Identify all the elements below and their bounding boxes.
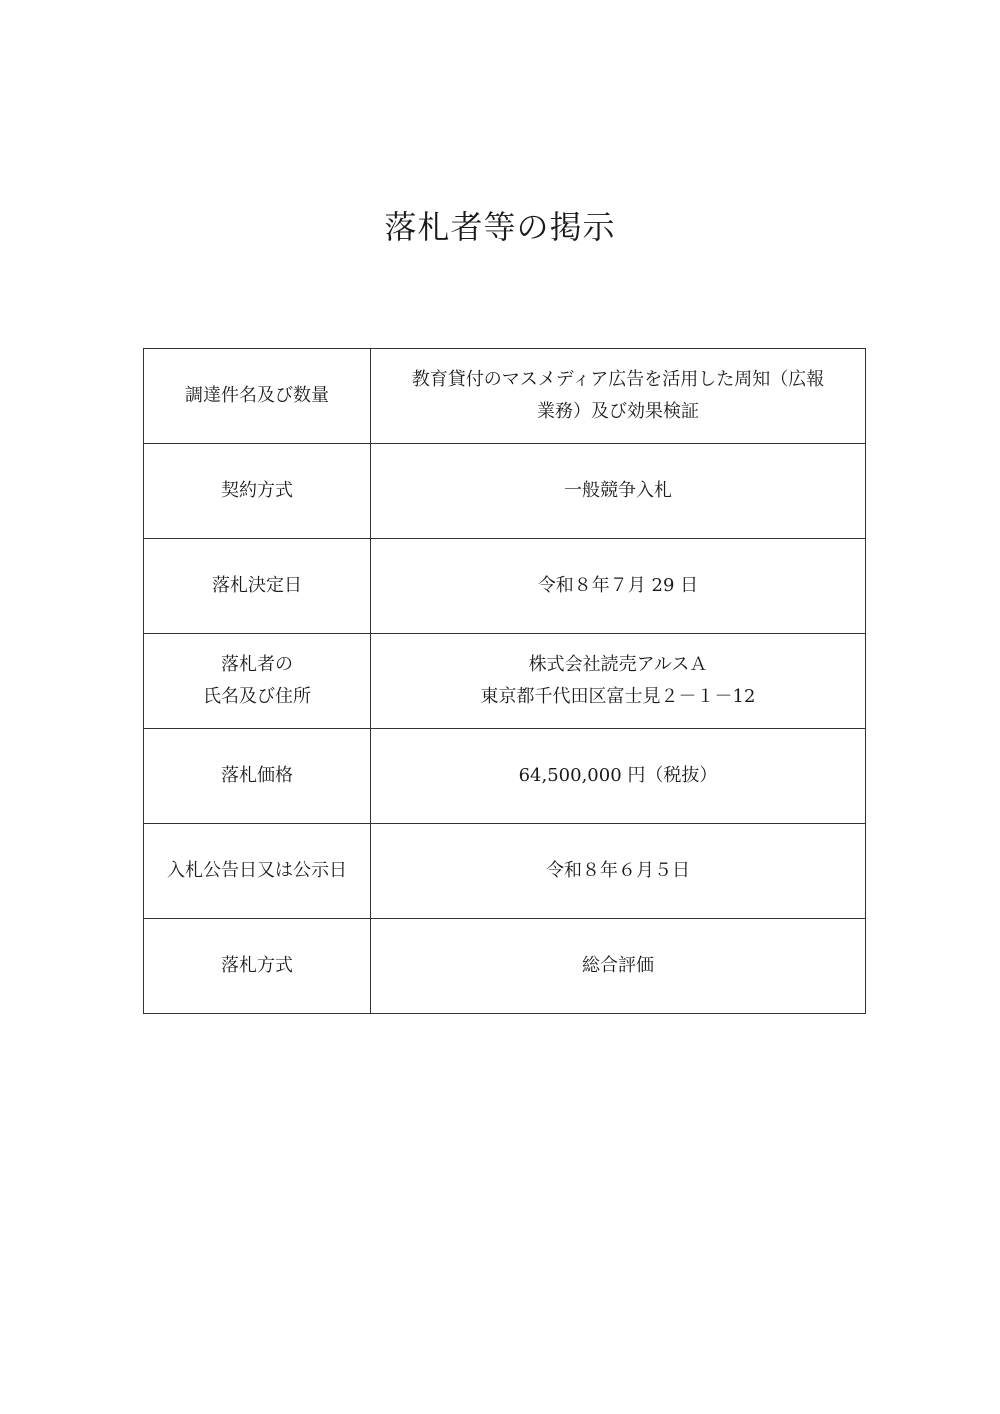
row-label	[144, 539, 371, 634]
row-label-line: 契約方式	[221, 480, 293, 501]
row-value	[371, 919, 866, 1014]
row-value-line: 東京都千代田区富士見２－１－12	[480, 686, 756, 707]
table-row-procurement-item	[144, 349, 866, 444]
table-row-award-date	[144, 539, 866, 634]
row-label-line: 落札者の	[221, 654, 293, 675]
row-value-line: 業務）及び効果検証	[537, 401, 699, 422]
row-value-line: 一般競争入札	[564, 480, 672, 501]
row-value	[371, 634, 866, 729]
table-row-award-method	[144, 919, 866, 1014]
row-label	[144, 919, 371, 1014]
row-label	[144, 634, 371, 729]
notice-table	[143, 348, 866, 1014]
row-label-line: 落札決定日	[212, 575, 302, 596]
row-label-line: 調達件名及び数量	[185, 385, 329, 406]
table-row-winner	[144, 634, 866, 729]
row-value-line: 総合評価	[582, 955, 654, 976]
row-value-line: 令和８年７月 29 日	[537, 575, 699, 596]
row-value-line: 教育貸付のマスメディア広告を活用した周知（広報	[411, 369, 825, 390]
row-value	[371, 824, 866, 919]
row-value-line: 株式会社読売アルスＡ	[528, 654, 708, 675]
table-row-announcement-date	[144, 824, 866, 919]
row-label	[144, 729, 371, 824]
row-label-line: 入札公告日又は公示日	[167, 860, 347, 881]
row-value-line: 64,500,000 円（税抜）	[518, 765, 718, 786]
row-label-line: 落札方式	[221, 955, 293, 976]
row-label	[144, 444, 371, 539]
row-value	[371, 444, 866, 539]
row-label	[144, 349, 371, 444]
row-value	[371, 349, 866, 444]
row-value	[371, 539, 866, 634]
row-label	[144, 824, 371, 919]
row-label-line: 落札価格	[221, 765, 293, 786]
row-value	[371, 729, 866, 824]
table-row-award-price	[144, 729, 866, 824]
page-title: 落札者等の掲示	[384, 208, 616, 246]
table-row-contract-method	[144, 444, 866, 539]
row-value-line: 令和８年６月５日	[546, 860, 690, 881]
row-label-line: 氏名及び住所	[203, 686, 311, 707]
